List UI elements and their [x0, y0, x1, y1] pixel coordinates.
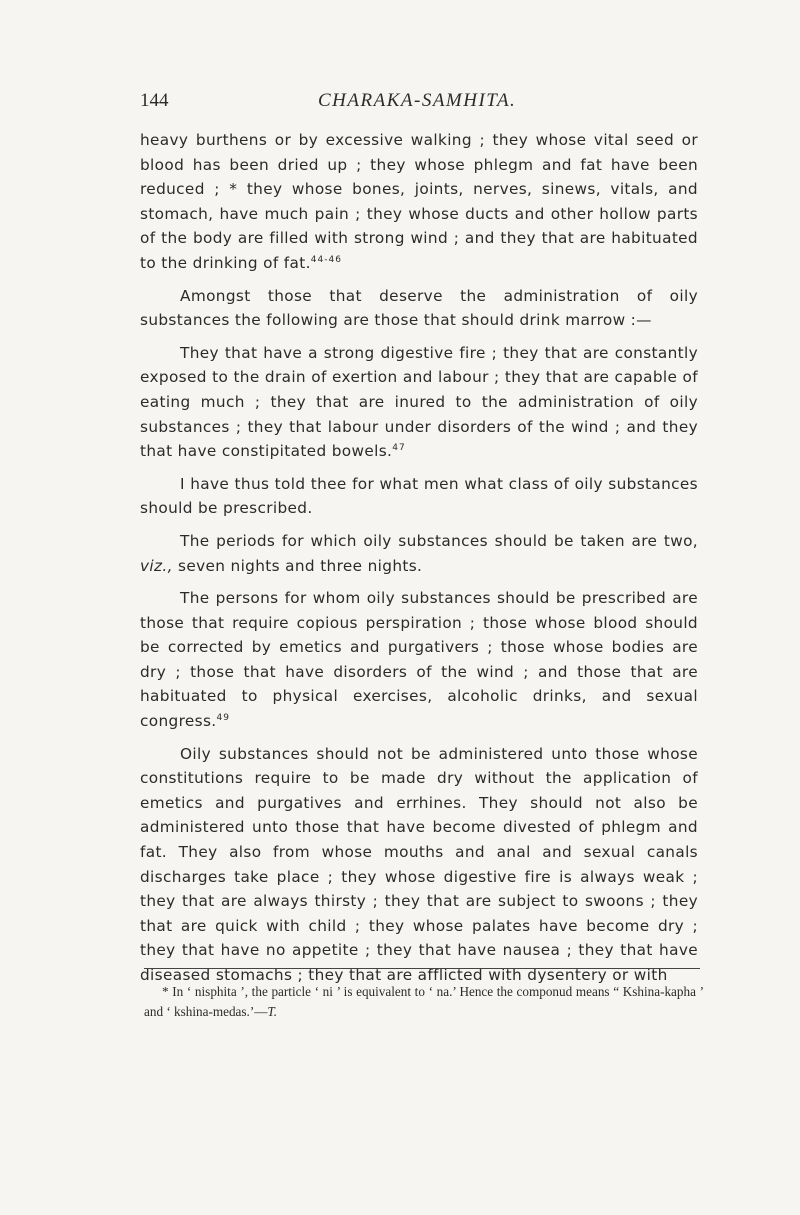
running-title: CHARAKA-SAMHITA. [318, 90, 517, 111]
paragraph-2 [140, 284, 698, 333]
footnote-text: * In ‘ nisphita ’, the particle ‘ ni ’ is equivalent to ‘ na.’ Hence the componud means “ Kshina-kapha ’ and ‘ kshina-medas.’— [144, 984, 704, 1019]
paragraph-5-text-before: The periods for which oily substances should be taken are two, [180, 531, 698, 550]
verse-reference: 44-46 [310, 254, 342, 265]
footnote-signature: T. [267, 1004, 278, 1019]
paragraph-4 [140, 472, 698, 521]
footnote [144, 982, 704, 1022]
paragraph-6 [140, 586, 698, 734]
page-header [140, 90, 700, 120]
paragraph-7 [140, 742, 698, 988]
paragraph-5-italic: viz., [140, 556, 173, 575]
paragraph-5 [140, 529, 698, 578]
paragraph-5-text-after: seven nights and three nights. [178, 556, 423, 575]
paragraph-1-text: heavy burthens or by excessive walking ; they whose vital seed or blood has been dried up ; they whose phlegm and fat have been reduced ; * they whose bones, joints, nerves, sinews, vitals, and stomach, have much pain ; they whose ducts and other hollow parts of the body are filled with strong wind ; and they that are habituated to the drinking of fat. [140, 131, 698, 272]
paragraph-7-text: Oily substances should not be administered unto those whose constitutions require to be made dry without the application of emetics and purgatives and errhines. They should not also be administered unto those that have become divested of phlegm and fat. They also from whose mouths and anal and sexual canals discharges take place ; they whose digestive fire is always weak ; they that are always thirsty ; they that are subject to swoons ; they that are quick with child ; they whose palates have become dry ; they that have no appetite ; they that have nausea ; they that have diseased stomachs ; they that are afflicted with dysentery or with [140, 744, 698, 984]
verse-reference: 49 [216, 713, 230, 724]
paragraph-6-text: The persons for whom oily substances should be prescribed are those that require copious perspiration ; those whose blood should be corrected by emetics and purgativers ; those whose bodies are dry ; those that have disorders of the wind ; and those that are habituated to physical exercises, alcoholic drinks, and sexual congress. [140, 589, 698, 731]
paragraph-3-text: They that have a strong digestive fire ; they that are constantly exposed to the drain of exertion and labour ; they that are capable of eating much ; they that are inured to the administration of oily substances ; they that labour under disorders of the wind ; and they that have constipitated bowels. [140, 343, 698, 461]
paragraph-4-text: I have thus told thee for what men what class of oily substances should be prescribed. [140, 474, 698, 518]
footnote-divider [144, 968, 700, 969]
paragraph-1 [140, 128, 698, 276]
paragraph-3 [140, 341, 698, 464]
page-number: 144 [140, 90, 169, 111]
main-text [140, 128, 698, 996]
verse-reference: 47 [392, 443, 406, 454]
paragraph-2-text: Amongst those that deserve the administration of oily substances the following are those that should drink marrow :— [140, 286, 698, 330]
